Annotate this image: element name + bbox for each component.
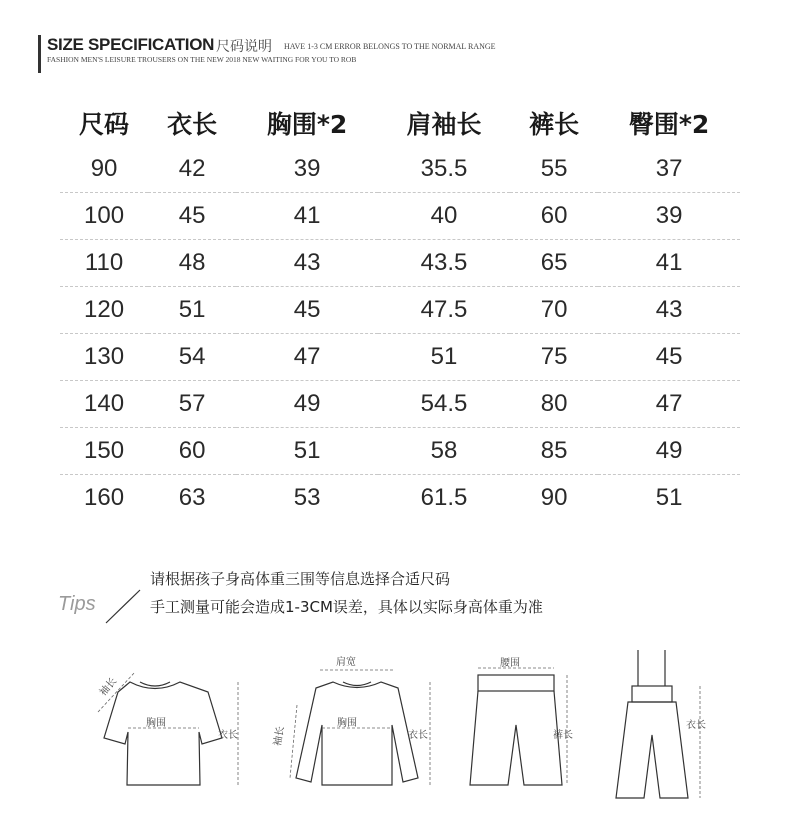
table-row	[60, 428, 740, 475]
table-cell: 60	[178, 437, 206, 464]
table-cell: 45	[178, 202, 206, 229]
table-cell: 130	[84, 343, 125, 370]
table-cell: 37	[655, 155, 683, 182]
tshirt-diagram	[104, 682, 222, 785]
column-header-length: 衣长	[167, 110, 218, 139]
table-row	[60, 381, 740, 428]
sweater-length-label: 衣长	[408, 730, 428, 741]
sweater-diagram	[296, 682, 418, 785]
table-cell: 54	[178, 343, 206, 370]
size-table	[60, 100, 740, 521]
table-row	[60, 475, 740, 522]
header-accent-bar	[38, 35, 41, 73]
tips-label: Tips	[58, 593, 96, 615]
sweater-shoulder-label: 肩宽	[336, 657, 356, 668]
table-cell: 35.5	[420, 155, 468, 182]
shorts-length-label: 裤长	[553, 730, 573, 741]
table-cell: 65	[540, 249, 568, 276]
table-cell: 70	[540, 296, 568, 323]
table-cell: 47	[293, 343, 321, 370]
column-header-shoulder-sleeve: 肩袖长	[406, 110, 482, 139]
table-cell: 47.5	[420, 296, 468, 323]
column-header-chest: 胸围*2	[266, 110, 348, 139]
table-row	[60, 287, 740, 334]
table-cell: 45	[655, 343, 683, 370]
table-cell: 49	[655, 437, 683, 464]
tshirt-length-label: 衣长	[218, 730, 238, 741]
table-cell: 60	[540, 202, 568, 229]
table-cell: 40	[430, 202, 458, 229]
tip-line-1: 请根据孩子身高体重三围等信息选择合适尺码	[150, 570, 451, 588]
table-cell: 39	[655, 202, 683, 229]
table-cell: 150	[84, 437, 125, 464]
shorts-diagram	[470, 675, 562, 785]
column-header-pants-length: 裤长	[529, 110, 580, 139]
table-cell: 100	[84, 202, 125, 229]
table-cell: 80	[540, 390, 568, 417]
table-cell: 51	[430, 343, 458, 370]
table-row	[60, 240, 740, 287]
table-cell: 90	[540, 484, 568, 511]
table-cell: 63	[178, 484, 206, 511]
table-cell: 61.5	[420, 484, 468, 511]
header-title-cn: 尺码说明	[216, 39, 272, 55]
table-cell: 55	[540, 155, 568, 182]
column-header-size: 尺码	[79, 110, 130, 139]
table-cell: 140	[84, 390, 125, 417]
table-cell: 47	[655, 390, 683, 417]
table-cell: 53	[293, 484, 321, 511]
table-cell: 43.5	[420, 249, 468, 276]
table-row	[60, 146, 740, 193]
table-cell: 48	[178, 249, 206, 276]
tshirt-sleeve-label: 袖长	[97, 675, 120, 699]
tshirt-chest-label: 胸围	[146, 718, 166, 729]
overalls-diagram	[616, 650, 688, 798]
table-cell: 85	[540, 437, 568, 464]
table-cell: 51	[178, 296, 206, 323]
sweater-sleeve-label: 袖长	[272, 725, 287, 748]
table-cell: 43	[293, 249, 321, 276]
header-title: SIZE SPECIFICATION	[47, 35, 215, 54]
shorts-waist-label: 腰围	[500, 658, 520, 669]
table-cell: 54.5	[420, 390, 468, 417]
header-subtitle: FASHION MEN'S LEISURE TROUSERS ON THE NEW 2018 NEW WAITING FOR YOU TO ROB	[47, 55, 357, 64]
table-cell: 75	[540, 343, 568, 370]
table-cell: 43	[655, 296, 683, 323]
measurement-diagrams	[0, 640, 790, 828]
table-cell: 45	[293, 296, 321, 323]
table-row	[60, 193, 740, 240]
header-note: HAVE 1-3 CM ERROR BELONGS TO THE NORMAL RANGE	[284, 42, 496, 51]
column-header-hip: 臀围*2	[628, 110, 710, 139]
table-cell: 51	[293, 437, 321, 464]
overalls-length-label: 衣长	[686, 720, 706, 731]
table-cell: 51	[655, 484, 683, 511]
tip-line-2: 手工测量可能会造成1-3CM误差，具体以实际身高体重为准	[150, 598, 543, 616]
table-cell: 58	[430, 437, 458, 464]
table-cell: 120	[84, 296, 125, 323]
sweater-chest-label: 胸围	[337, 718, 357, 729]
table-cell: 42	[178, 155, 206, 182]
table-cell: 57	[178, 390, 206, 417]
table-cell: 41	[293, 202, 321, 229]
table-cell: 160	[84, 484, 125, 511]
table-cell: 41	[655, 249, 683, 276]
table-cell: 110	[84, 249, 124, 276]
table-row	[60, 334, 740, 381]
table-cell: 49	[293, 390, 321, 417]
table-cell: 39	[293, 155, 321, 182]
table-header-row	[60, 100, 740, 146]
table-cell: 90	[90, 155, 118, 182]
